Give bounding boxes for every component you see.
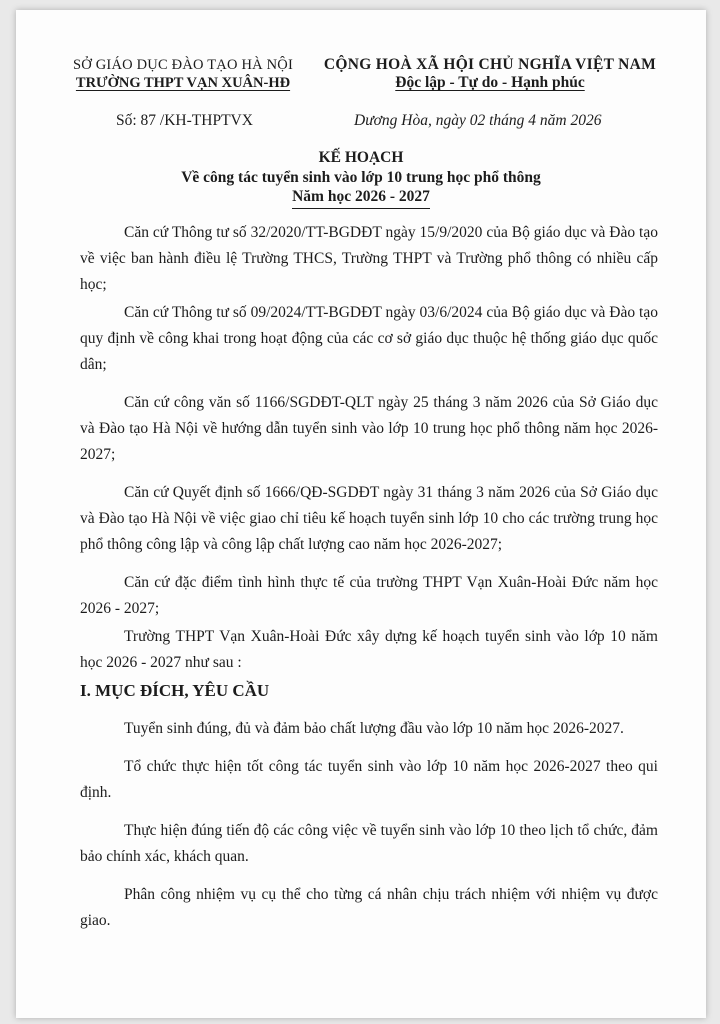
intro-paragraph: Trường THPT Vạn Xuân-Hoài Đức xây dựng kế hoạch tuyển sinh vào lớp 10 năm học 2026 - 2027 như sau :: [80, 628, 658, 671]
nation-name: CỘNG HOÀ XÃ HỘI CHỦ NGHĨA VIỆT NAM: [323, 56, 657, 73]
legal-basis-paragraph: Căn cứ Quyết định số 1666/QĐ-SGDĐT ngày 31 tháng 3 năm 2026 của Sở Giáo dục và Đào tạo Hà Nội về việc giao chỉ tiêu kế hoạch tuyển sinh lớp 10 cho các trường trung học phổ thông công lập và công lập chất lượng cao năm học 2026-2027;: [80, 484, 658, 553]
school-year: Năm học 2026 - 2027: [292, 187, 430, 209]
place-and-date: Dương Hòa, ngày 02 tháng 4 năm 2026: [354, 112, 602, 129]
section-item: Phân công nhiệm vụ cụ thể cho từng cá nhân chịu trách nhiệm với nhiệm vụ được giao.: [80, 886, 658, 929]
legal-basis-paragraph: Căn cứ đặc điểm tình hình thực tế của trường THPT Vạn Xuân-Hoài Đức năm học 2026 - 2027;: [80, 574, 658, 617]
document-title-block: [16, 148, 706, 209]
document-title: KẾ HOẠCH: [318, 149, 404, 166]
legal-basis-paragraph: Căn cứ Thông tư số 32/2020/TT-BGDĐT ngày 15/9/2020 của Bộ giáo dục và Đào tạo về việc ban hành điều lệ Trường THCS, Trường THPT và Trường phổ thông có nhiều cấp học;: [80, 224, 658, 293]
document-number: Số: 87 /KH-THPTVX: [116, 112, 253, 129]
section-heading: I. MỤC ĐÍCH, YÊU CẦU: [80, 681, 270, 700]
school-name: TRƯỜNG THPT VẠN XUÂN-HĐ: [75, 75, 291, 91]
department-name: SỞ GIÁO DỤC ĐÀO TẠO HÀ NỘI: [72, 57, 293, 73]
document-page: [16, 10, 706, 1018]
document-subtitle: Về công tác tuyển sinh vào lớp 10 trung học phổ thông: [181, 168, 541, 186]
national-motto: Độc lập - Tự do - Hạnh phúc: [395, 74, 585, 91]
issuing-organization: [68, 56, 298, 92]
section-item: Tuyển sinh đúng, đủ và đảm bảo chất lượng đầu vào lớp 10 năm học 2026-2027.: [124, 720, 624, 737]
legal-basis-paragraph: Căn cứ Thông tư số 09/2024/TT-BGDĐT ngày 03/6/2024 của Bộ giáo dục và Đào tạo quy định về công khai trong hoạt động của các cơ sở giáo dục thuộc hệ thống giáo dục quốc dân;: [80, 304, 658, 373]
document-body: [80, 220, 658, 934]
legal-basis-paragraph: Căn cứ công văn số 1166/SGDĐT-QLT ngày 25 tháng 3 năm 2026 của Sở Giáo dục và Đào tạo Hà Nội về hướng dẫn tuyển sinh vào lớp 10 trung học phổ thông năm học 2026-2027;: [80, 394, 658, 463]
section-item: Tổ chức thực hiện tốt công tác tuyển sinh vào lớp 10 năm học 2026-2027 theo qui định.: [80, 758, 658, 801]
national-header: [320, 56, 660, 92]
section-item: Thực hiện đúng tiến độ các công việc về tuyển sinh vào lớp 10 theo lịch tổ chức, đảm bảo chính xác, khách quan.: [80, 822, 658, 865]
